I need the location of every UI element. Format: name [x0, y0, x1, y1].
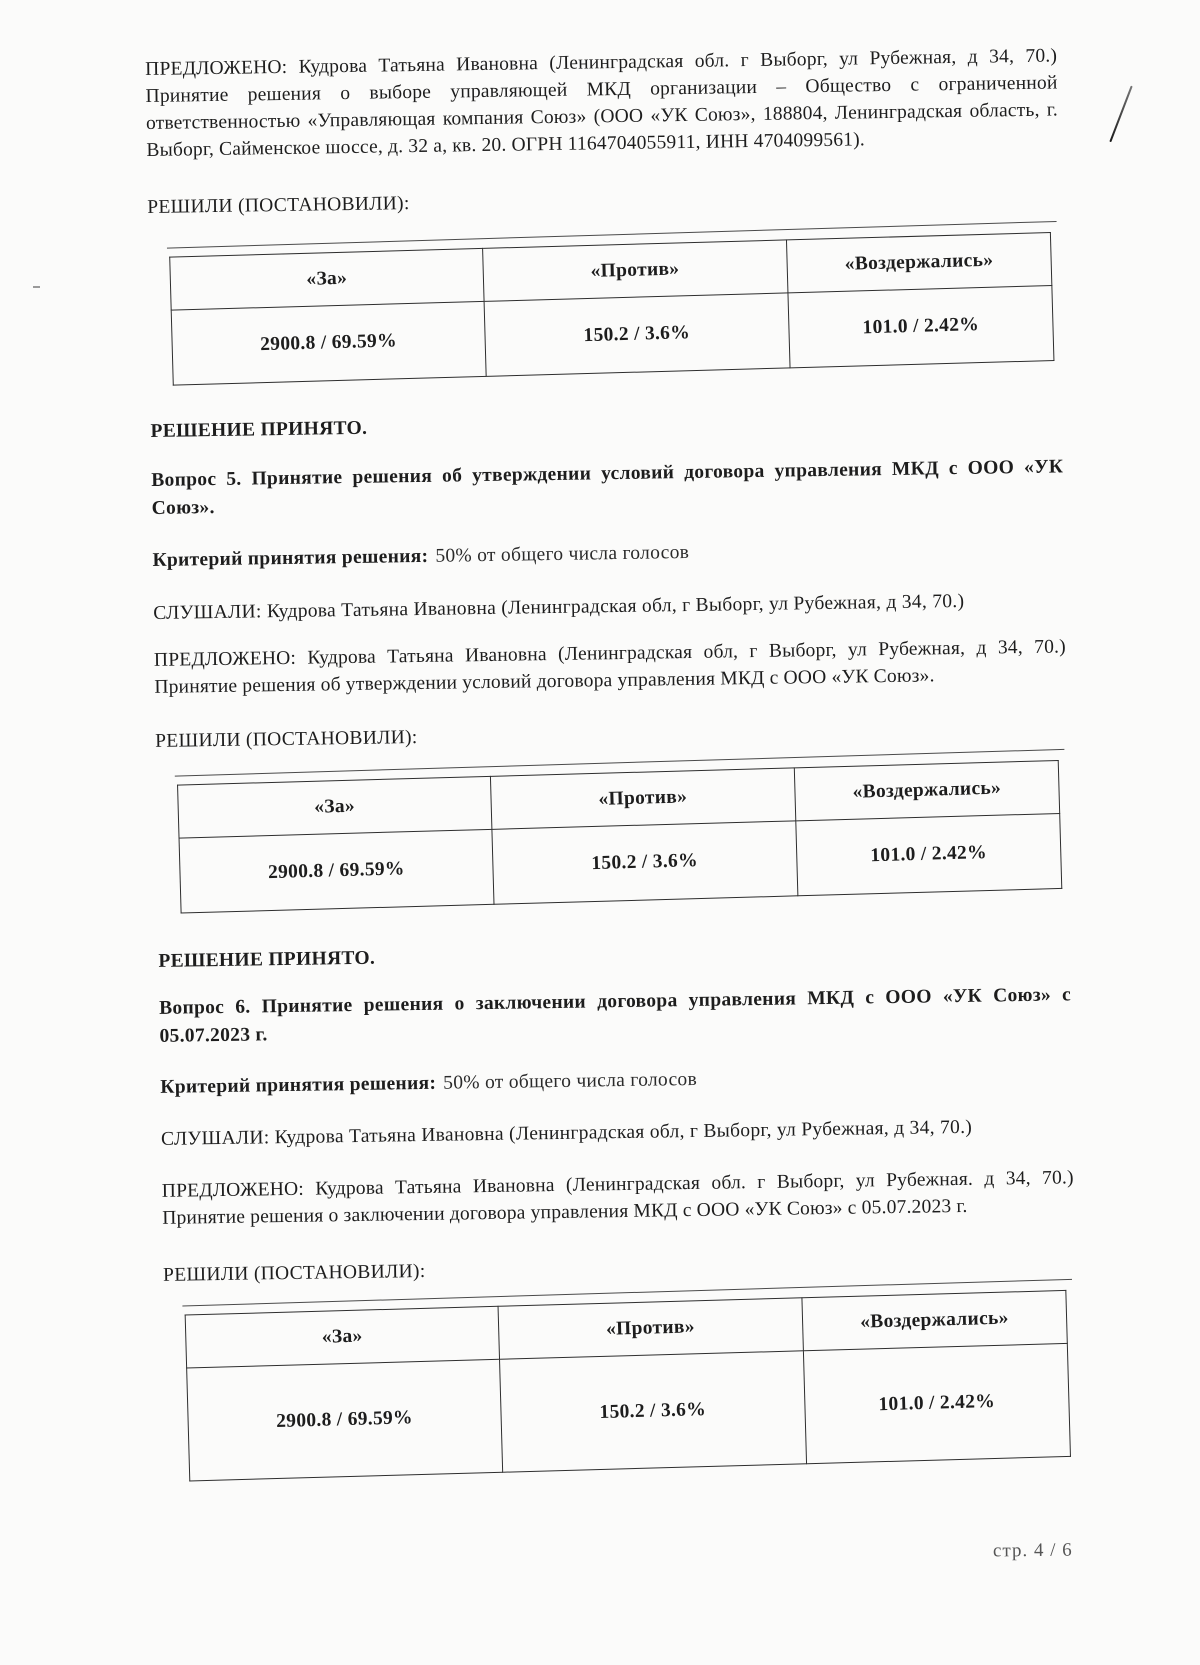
- question5-proposed-paragraph: ПРЕДЛОЖЕНО: Кудрова Татьяна Ивановна (Ленинградская обл, г Выборг, ул Рубежная, д 34, 70.) Принятие решения об утверждении условий договора управления МКД с ООО «УК Союз».: [153, 636, 1067, 698]
- vote-table-2-value-za: 2900.8 / 69.59%: [179, 829, 494, 913]
- vote-table-3-header-za: «За»: [185, 1306, 499, 1368]
- criterion-value-1: 50% от общего числа голосов: [435, 541, 690, 567]
- resolved-label-3: РЕШИЛИ (ПОСТАНОВИЛИ):: [162, 1260, 426, 1286]
- vote-table-3-header-protiv: «Против»: [498, 1297, 803, 1358]
- vote-table-1-value-za: 2900.8 / 69.59%: [171, 301, 486, 385]
- vote-table-2-header-za: «За»: [178, 776, 492, 838]
- document-page: [145, 42, 1078, 1481]
- criterion-value-2: 50% от общего числа голосов: [443, 1068, 698, 1094]
- pen-stroke-artifact: [1109, 86, 1133, 143]
- vote-table-3-header-vozderzhalis: «Воздержались»: [802, 1290, 1068, 1350]
- vote-table-2-value-vozderzhalis: 101.0 / 2.42%: [795, 813, 1061, 895]
- question6-heard-line: СЛУШАЛИ: Кудрова Татьяна Ивановна (Ленинградская обл, г Выборг, ул Рубежная, д 34, 70.): [160, 1116, 973, 1150]
- vote-table-2-header-vozderzhalis: «Воздержались»: [794, 760, 1060, 820]
- vote-table-1: [169, 222, 1055, 386]
- question6-title: Вопрос 6. Принятие решения о заключении договора управления МКД с ООО «УК Союз» с 05.07.2023 г.: [158, 983, 1072, 1047]
- question5-title: Вопрос 5. Принятие решения об утверждении условий договора управления МКД с ООО «УК Союз».: [151, 456, 1064, 519]
- question5-criterion-line: [152, 533, 1064, 574]
- criterion-label-2: Критерий принятия решения:: [160, 1072, 437, 1098]
- vote-table-1-value-protiv: 150.2 / 3.6%: [484, 293, 790, 376]
- vote-table-3: [184, 1279, 1071, 1481]
- resolved-label-2: РЕШИЛИ (ПОСТАНОВИЛИ):: [155, 727, 418, 752]
- criterion-label-1: Критерий принятия решения:: [152, 545, 429, 571]
- question5-heard-line: СЛУШАЛИ: Кудрова Татьяна Ивановна (Ленинградская обл, г Выборг, ул Рубежная, д 34, 70.): [153, 590, 965, 624]
- page-number: стр. 4 / 6: [992, 1539, 1073, 1562]
- vote-table-2: [177, 750, 1063, 914]
- question6-criterion-line: [160, 1060, 1072, 1101]
- vote-table-1-header-vozderzhalis: «Воздержались»: [786, 233, 1052, 293]
- scan-margin-artifact: [33, 286, 40, 288]
- vote-table-2-value-protiv: 150.2 / 3.6%: [492, 821, 798, 904]
- vote-table-1-header-za: «За»: [170, 248, 484, 310]
- vote-table-1-value-vozderzhalis: 101.0 / 2.42%: [788, 286, 1054, 368]
- question4-proposed-paragraph: ПРЕДЛОЖЕНО: Кудрова Татьяна Ивановна (Ленинградская обл. г Выборг, ул Рубежная, д 34, 70.) Принятие решения о выборе управляющей МКД организации – Общество с ограниченной ответственностью «Управляющая компания Союз» (ООО «УК Союз», 188804, Ленинградская область, г. Выборг, Сайменское шоссе, д. 32 а, кв. 20. ОГРН 1164704055911, ИНН 4704099561).: [145, 45, 1059, 161]
- vote-table-3-value-vozderzhalis: 101.0 / 2.42%: [803, 1343, 1070, 1463]
- decision-made-2: РЕШЕНИЕ ПРИНЯТО.: [158, 947, 376, 972]
- vote-table-2-header-protiv: «Против»: [490, 768, 795, 829]
- resolved-label-1: РЕШИЛИ (ПОСТАНОВИЛИ):: [147, 193, 410, 218]
- vote-table-3-value-protiv: 150.2 / 3.6%: [499, 1350, 806, 1471]
- vote-table-3-value-za: 2900.8 / 69.59%: [187, 1359, 503, 1481]
- vote-table-1-header-protiv: «Против»: [482, 240, 787, 301]
- decision-made-1: РЕШЕНИЕ ПРИНЯТО.: [150, 417, 368, 442]
- question6-proposed-paragraph: ПРЕДЛОЖЕНО: Кудрова Татьяна Ивановна (Ленинградская обл. г Выборг, ул Рубежная. д 34, 70.) Принятие решения о заключении договора управления МКД с ООО «УК Союз» с 05.07.2023 г.: [161, 1166, 1074, 1229]
